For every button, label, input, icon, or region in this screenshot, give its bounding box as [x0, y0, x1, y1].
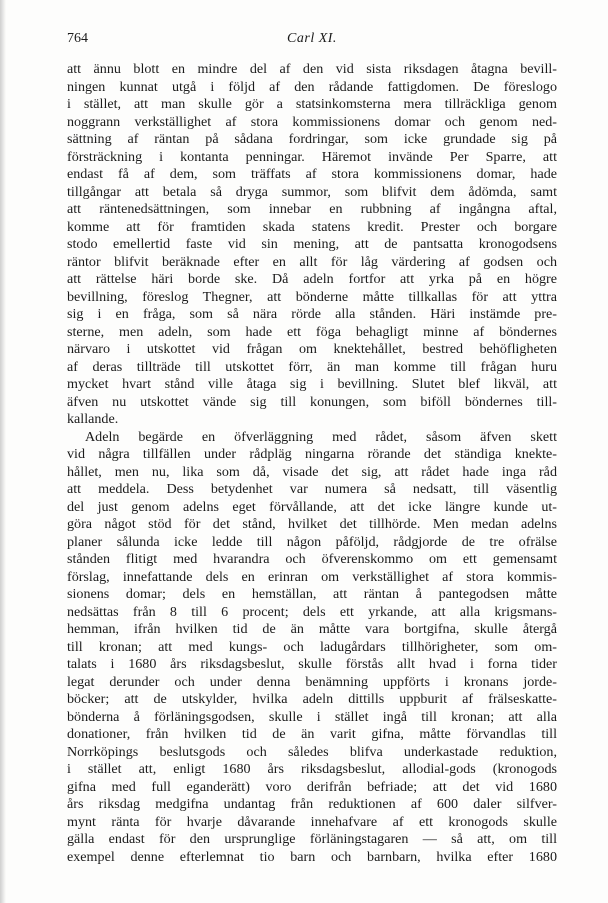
- text-line: förslag, innefattande dels en erinran om verkställighet af stora kommis-: [67, 568, 557, 585]
- text-line: räntor blifvit beräknade efter en allt för låg värdering af godsen och: [67, 253, 557, 270]
- text-line: stånden flitigt med hvarandra och öfverenskommo om ett gemensamt: [67, 551, 557, 567]
- text-line: Norrköpings beslutsgods och således blifva underkastade reduktion,: [67, 743, 557, 760]
- text-line: hållet, men nu, lika som då, visade det sig, att rådet hade inga råd: [67, 463, 557, 480]
- text-line: af deras tillträde till utskottet förr, än man komme till frågan huru: [67, 358, 557, 375]
- text-line: göra något stöd för det stånd, hvilket det tillhörde. Men medan adelns: [67, 516, 557, 532]
- text-line: äfven nu utskottet vände sig till konungen, som biföll böndernes till-: [67, 393, 557, 410]
- text-line: sig i en fråga, som så nära rörde alla stånden. Häri instämde pre-: [67, 306, 557, 322]
- text-line: gälla endast för den ursprunglige förläningstagaren — så att, om till: [67, 831, 557, 847]
- paragraph-2: [67, 429, 557, 867]
- text-line: mynt ränta för hvarje dåvarande innehafvare af ett kronogods skulle: [67, 813, 557, 830]
- text-line: legat derunder och under denna benämning uppförts i kronans jorde-: [67, 673, 557, 690]
- page-header: [67, 31, 557, 51]
- text-line: tillgångar att betala så dryga summor, som blifvit dem ådömda, samt: [67, 183, 557, 200]
- text-line: nedsättas från 8 till 6 procent; dels ett yrkande, att alla krigsmans-: [67, 603, 557, 620]
- text-line: sättning af räntan på sådana fordringar, som icke grundade sig på: [67, 131, 557, 147]
- text-line: gifna med full eganderätt) voro derifrån befriade; att det vid 1680: [67, 778, 557, 795]
- text-line: års riksdag medgifna undantag från reduktionen af 600 daler silfver-: [67, 796, 557, 812]
- text-line: bevillning, föreslog Thegner, att bönderne måtte tillkallas för att yttra: [67, 288, 557, 305]
- text-line: sterne, men adeln, som hade ett föga behagligt minne af böndernes: [67, 323, 557, 340]
- text-line: mycket hvart stånd ville åtaga sig i bevillning. Slutet blef likväl, att: [67, 376, 557, 392]
- text-line: hemman, ifrån hvilken tid de än måtte vara bortgifna, skulle återgå: [67, 621, 557, 637]
- text-line: närvaro i utskottet vid frågan om knektehållet, bestred behöfligheten: [67, 341, 557, 357]
- text-line: böcker; att de utskylder, hvilka adeln dittills uppburit af frälseskatte-: [67, 691, 557, 707]
- text-line: kallande.: [67, 411, 119, 427]
- text-line: bönderna å förläningsgodsen, skulle i stället ingå till kronan; att alla: [67, 708, 557, 725]
- text-line: endast få af dem, som träffats af stora kommissionens domar, hade: [67, 166, 557, 182]
- running-head: Carl XI.: [287, 31, 337, 46]
- text-line: försträckning i kontanta penningar. Häremot invände Per Sparre, att: [67, 148, 557, 165]
- text-line: donationer, från hvilken tid de än varit gifna, måtte förvandlas till: [67, 726, 557, 742]
- text-line: del just genom adelns eget förvållande, att det icke längre kunde ut-: [67, 498, 557, 515]
- text-line: komme att för framtiden skada statens kredit. Prester och borgare: [67, 218, 557, 235]
- text-line: att rättelse häri borde ske. Då adeln fortfor att yrka på en högre: [67, 271, 557, 287]
- text-line: exempel denne efterlemnat tio barn och barnbarn, hvilka efter 1680: [67, 848, 557, 865]
- text-line: att meddela. Dess betydenhet var numera så nedsatt, till väsentlig: [67, 481, 557, 497]
- page-number: 764: [67, 31, 88, 46]
- text-line: planer sålunda icke ledde till någon påföljd, rådgjorde de tre ofrälse: [67, 533, 557, 550]
- text-line: noggrann verkställighet af stora kommissionens domar och genom ned-: [67, 113, 557, 130]
- text-line: sionens domar; dels en hemställan, att räntan å pantegodsen måtte: [67, 586, 557, 602]
- text-line: talats i 1680 års riksdagsbeslut, skulle förstås allt hvad i forna tider: [67, 656, 557, 672]
- body-text: [67, 61, 557, 866]
- text-line: stodo emellertid faste vid sin mening, att de pantsatta kronogodsens: [67, 236, 557, 252]
- paragraph-1: [67, 61, 557, 429]
- text-line: Adeln begärde en öfverläggning med rådet, såsom äfven skett: [85, 428, 557, 445]
- page-edge-shadow: [0, 0, 6, 903]
- text-line: att räntenedsättningen, som innebar en rubbning af ingångna aftal,: [67, 201, 557, 217]
- text-line: till kronan; att med kungs- och ladugårdars tillhörigheter, som om-: [67, 638, 557, 655]
- text-line: vid några tillfällen under rådpläg ningarna rörande det ständiga knekte-: [67, 446, 557, 462]
- text-line: i stället, att man skulle gör a statsinkomsterna mera tillräckliga genom: [67, 96, 557, 112]
- text-line: i stället att, enligt 1680 års riksdagsbeslut, allodial-gods (kronogods: [67, 761, 557, 777]
- text-line: ningen kunnat utgå i följd af den rådande fattigdomen. De föreslogo: [67, 78, 557, 95]
- text-line: att ännu blott en mindre del af den vid sista riksdagen åtagna bevill-: [67, 61, 557, 77]
